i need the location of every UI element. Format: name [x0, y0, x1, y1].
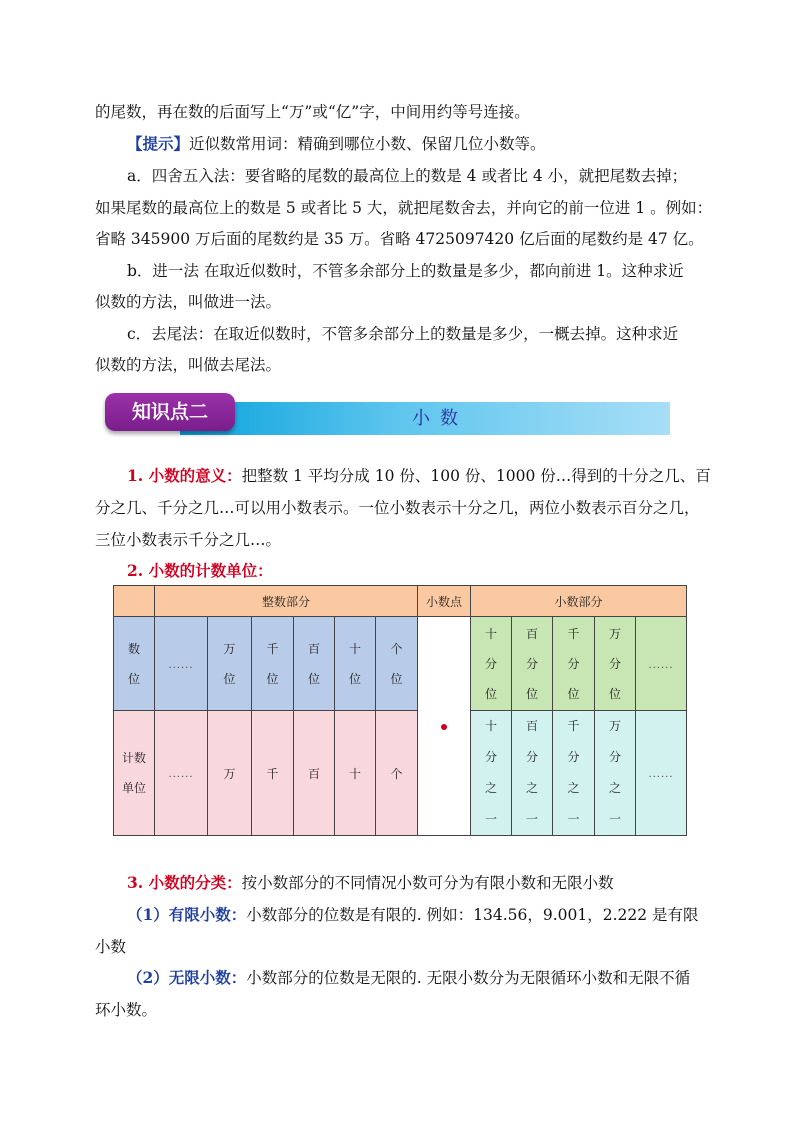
finite-label: （1）有限小数：	[127, 905, 247, 924]
decimal-place-table	[113, 585, 687, 836]
cell-unit-ge: 个	[376, 711, 418, 836]
decimal-point-dot	[441, 724, 447, 730]
infinite-line-2: 环小数。	[95, 1001, 158, 1019]
header-decimal-point: 小数点	[418, 586, 471, 617]
cell-unit-ten-thousandth: 万 分 之 一	[595, 711, 636, 836]
rounding-line-1: a．四舍五入法：要省略的尾数的最高位上的数是 4 或者比 4 小，就把尾数去掉；	[127, 167, 688, 185]
cell-unit-bai: 百	[294, 711, 335, 836]
hint-line	[127, 134, 546, 154]
truncate-line-2: 似数的方法，叫做去尾法。	[95, 356, 282, 374]
rounding-line-3: 省略 345900 万后面的尾数约是 35 万。省略 4725097420 亿后面的尾数约是 47 亿。	[95, 230, 704, 248]
cell-place-ge: 个 位	[376, 617, 418, 711]
point3-line	[127, 873, 614, 893]
cell-ellipsis: ......	[636, 617, 687, 711]
table-corner	[114, 586, 155, 617]
cell-place-qian: 千 位	[252, 617, 294, 711]
cell-unit-hundredth: 百 分 之 一	[512, 711, 553, 836]
header-decimal-part: 小数部分	[471, 586, 687, 617]
point1-line-1	[127, 466, 711, 486]
cell-place-wan: 万 位	[208, 617, 252, 711]
row-label-unit: 计数 单位	[114, 711, 155, 836]
cell-unit-thousandth: 千 分 之 一	[553, 711, 595, 836]
point3-label: 3. 小数的分类：	[127, 873, 242, 892]
ceiling-line-2: 似数的方法，叫做进一法。	[95, 293, 282, 311]
cell-unit-wan: 万	[208, 711, 252, 836]
truncate-line-1: c．去尾法：在取近似数时，不管多余部分上的数量是多少，一概去掉。这种求近	[127, 325, 679, 343]
hint-label: 【提示】	[127, 134, 190, 153]
point2-label: 2. 小数的计数单位：	[127, 561, 273, 580]
intro-line: 的尾数，再在数的后面写上“万”或“亿”字，中间用约等号连接。	[95, 103, 530, 121]
infinite-text: 小数部分的位数是无限的. 无限小数分为无限循环小数和无限不循	[246, 969, 691, 987]
section-tag: 知识点二	[105, 393, 235, 431]
point1-line-3: 三位小数表示千分之几…。	[95, 531, 282, 549]
point3-text: 按小数部分的不同情况小数可分为有限小数和无限小数	[241, 874, 614, 892]
header-integer-part: 整数部分	[155, 586, 418, 617]
cell-ellipsis: ......	[636, 711, 687, 836]
row-label-place: 数 位	[114, 617, 155, 711]
cell-unit-tenth: 十 分 之 一	[471, 711, 512, 836]
point1-label: 1. 小数的意义：	[127, 466, 242, 485]
rounding-line-2: 如果尾数的最高位上的数是 5 或者比 5 大，就把尾数舍去，并向它的前一位进 1 。例如：	[95, 199, 713, 217]
cell-decimal-point	[418, 617, 471, 836]
point1-line-2: 分之几、千分之几…可以用小数表示。一位小数表示十分之几，两位小数表示百分之几，	[95, 499, 700, 517]
finite-text: 小数部分的位数是有限的. 例如：134.56，9.001，2.222 是有限	[246, 906, 699, 924]
point1-text: 把整数 1 平均分成 10 份、100 份、1000 份…得到的十分之几、百	[241, 467, 711, 485]
cell-place-ten-thousandths: 万 分 位	[595, 617, 636, 711]
cell-place-thousandths: 千 分 位	[553, 617, 595, 711]
infinite-label: （2）无限小数：	[127, 968, 247, 987]
cell-place-shi: 十 位	[335, 617, 376, 711]
point2-line	[127, 561, 273, 581]
hint-text: 近似数常用词：精确到哪位小数、保留几位小数等。	[189, 135, 546, 153]
cell-ellipsis: ......	[155, 617, 208, 711]
cell-place-tenths: 十 分 位	[471, 617, 512, 711]
ceiling-line-1: b．进一法 在取近似数时，不管多余部分上的数量是多少，都向前进 1。这种求近	[127, 262, 684, 280]
cell-ellipsis: ......	[155, 711, 208, 836]
section-title: 小数	[412, 408, 468, 429]
cell-place-hundredths: 百 分 位	[512, 617, 553, 711]
cell-unit-qian: 千	[252, 711, 294, 836]
cell-place-bai: 百 位	[294, 617, 335, 711]
infinite-line-1	[127, 968, 690, 988]
finite-line-2: 小数	[95, 938, 127, 956]
finite-line-1	[127, 905, 699, 925]
cell-unit-shi: 十	[335, 711, 376, 836]
